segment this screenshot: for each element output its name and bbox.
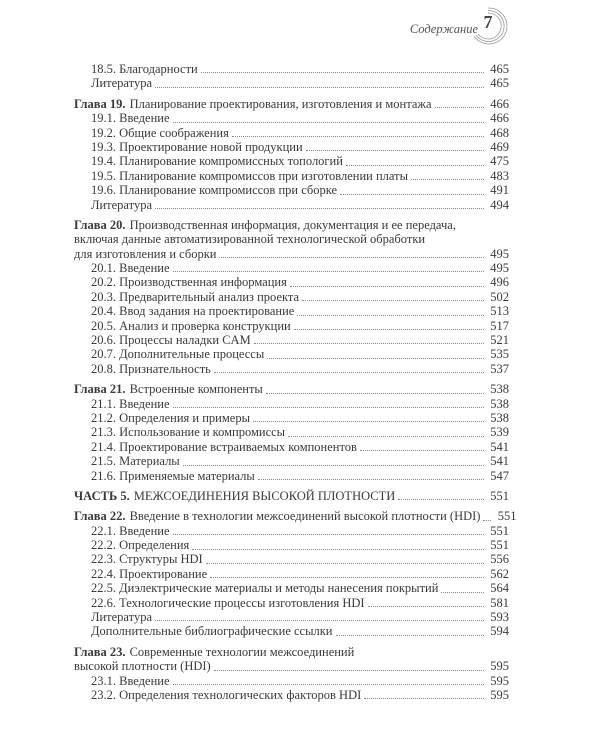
chapter-heading (74, 659, 509, 673)
page-ref: 551 (490, 523, 509, 538)
page-ref: 539 (490, 425, 509, 440)
page-ref: 465 (490, 61, 509, 76)
heading-line: МЕЖСОЕДИНЕНИЯ ВЫСОКОЙ ПЛОТНОСТИ (133, 488, 396, 503)
dot-leader (254, 343, 484, 344)
page-ref: 562 (490, 566, 509, 581)
entry-title: 22.2. Определения (91, 538, 190, 553)
entry-title: 20.1. Введение (91, 261, 170, 276)
entry-title: 20.5. Анализ и проверка конструкции (91, 318, 291, 333)
chapter-group (74, 509, 517, 639)
chapter-label: Глава 22. (74, 509, 126, 524)
heading-text (74, 659, 211, 673)
dot-leader (441, 592, 484, 593)
toc-group (74, 62, 509, 91)
dot-leader (288, 436, 484, 437)
part-heading (74, 489, 509, 503)
dot-leader (173, 407, 484, 408)
toc-entry (74, 62, 509, 76)
heading-line: Современные технологии межсоединений (129, 644, 355, 659)
dot-leader (360, 450, 484, 451)
page-ref: 564 (490, 581, 509, 596)
page-ref: 468 (490, 125, 509, 140)
part-label: ЧАСТЬ 5. (74, 488, 130, 503)
chapter-heading (74, 247, 509, 261)
toc-entry (74, 333, 509, 347)
page-ref: 535 (490, 347, 509, 362)
toc-entry (74, 183, 509, 197)
toc-entry (74, 610, 509, 624)
entry-title: Литература (91, 76, 152, 91)
entry-title: 19.3. Проектирование новой продукции (91, 139, 303, 154)
part-group (74, 489, 509, 503)
entry-title: 19.1. Введение (91, 111, 170, 126)
entry-title: 22.1. Введение (91, 523, 170, 538)
page-ref: 551 (497, 509, 517, 524)
chapter-heading (74, 218, 509, 232)
heading-text (74, 645, 354, 659)
entry-title: 19.4. Планирование компромиссных топологий (91, 154, 343, 169)
toc-entry (74, 362, 509, 376)
page-ref: 581 (490, 595, 509, 610)
heading-text (74, 247, 216, 261)
dot-leader (173, 684, 484, 685)
entry-title: Литература (91, 610, 152, 625)
entry-title: 20.2. Производственная информация (91, 275, 287, 290)
page-ref: 502 (490, 289, 509, 304)
toc-entry (74, 126, 509, 140)
toc-entry (74, 581, 509, 595)
chapter-heading (74, 509, 517, 524)
dot-leader (340, 194, 484, 195)
toc-entry (74, 290, 509, 304)
chapter-heading (74, 645, 509, 659)
dot-leader (411, 179, 484, 180)
page-ref: 538 (490, 410, 509, 425)
page-ref: 495 (490, 246, 509, 261)
toc-entry (74, 596, 509, 610)
heading-line: высокой плотности (HDI) (74, 659, 211, 674)
heading-text (74, 218, 456, 232)
toc-entry (74, 347, 509, 361)
page-ref: 513 (490, 304, 509, 319)
entry-title: 20.3. Предварительный анализ проекта (91, 289, 300, 304)
dot-leader (297, 315, 484, 316)
toc-entry (74, 397, 509, 411)
heading-line: для изготовления и сборки (74, 246, 217, 261)
dot-leader (155, 620, 484, 621)
heading-line: Встроенные компоненты (129, 382, 263, 397)
toc-entry (74, 261, 509, 275)
table-of-contents (74, 61, 517, 702)
toc-entry (74, 76, 509, 90)
page-ref: 556 (490, 552, 509, 567)
toc-entry (74, 275, 509, 289)
toc-entry (74, 624, 509, 638)
running-header-title: Содержание (409, 22, 478, 36)
toc-entry (74, 524, 509, 538)
entry-title: 19.5. Планирование компромиссов при изготовлении платы (91, 168, 408, 183)
chapter-label: Глава 19. (74, 96, 126, 111)
dot-leader (214, 670, 484, 671)
toc-entry (74, 111, 509, 125)
heading-line: включая данные автоматизированной технологической обработки (74, 232, 426, 247)
toc-entry (74, 469, 509, 483)
entry-title: Литература (91, 197, 152, 212)
entry-title: 21.5. Материалы (91, 454, 180, 469)
dot-leader (306, 150, 484, 151)
toc-entry (74, 304, 509, 318)
dot-leader (155, 87, 484, 88)
page-ref: 541 (490, 439, 509, 454)
entry-title: 21.2. Определения и примеры (91, 410, 250, 425)
toc-entry (74, 169, 509, 183)
entry-title: 20.7. Дополнительные процессы (91, 347, 265, 362)
page-ref: 496 (490, 275, 509, 290)
entry-title: 22.4. Проектирование (91, 566, 208, 581)
dot-leader (210, 577, 484, 578)
page-ref: 538 (490, 396, 509, 411)
page-ref: 537 (490, 361, 509, 376)
dot-leader (201, 72, 484, 73)
entry-title: 21.3. Использование и компромиссы (91, 425, 286, 440)
dot-leader (294, 329, 484, 330)
dot-leader (258, 479, 484, 480)
entry-title: 21.1. Введение (91, 396, 170, 411)
toc-entry (74, 440, 509, 454)
toc-entry (74, 553, 509, 567)
page-ref: 595 (490, 659, 509, 674)
page-ref: 491 (490, 183, 509, 198)
page-number: 7 (483, 12, 493, 32)
chapter-group (74, 645, 509, 703)
toc-entry (74, 319, 509, 333)
dot-leader (368, 606, 484, 607)
page-ref: 494 (490, 197, 509, 212)
entry-title: 19.6. Планирование компромиссов при сборке (91, 183, 338, 198)
chapter-group (74, 97, 509, 212)
page-ref: 495 (490, 261, 509, 276)
dot-leader (232, 136, 484, 137)
dot-leader (155, 208, 484, 209)
dot-leader (302, 300, 484, 301)
chapter-label: Глава 23. (74, 644, 126, 659)
page-ref: 517 (490, 318, 509, 333)
chapter-group (74, 218, 509, 376)
page-ref: 541 (490, 454, 509, 469)
page-ref: 595 (490, 688, 509, 702)
entry-title: 20.6. Процессы наладки CAM (91, 333, 251, 348)
page-ref: 547 (490, 468, 509, 483)
page-ref: 538 (490, 382, 509, 397)
entry-title: 22.6. Технологические процессы изготовления HDI (91, 595, 365, 610)
entry-title: 22.5. Диэлектрические материалы и методы нанесения покрытий (91, 581, 439, 596)
chapter-heading (74, 382, 509, 396)
dot-leader (435, 107, 484, 108)
dot-leader (173, 122, 484, 123)
heading-line: Производственная информация, документация и ее передача, (129, 217, 456, 232)
dot-leader (290, 286, 484, 287)
page-ref: 593 (490, 610, 509, 625)
dot-leader (398, 499, 484, 500)
toc-entry (74, 198, 509, 212)
dot-leader (192, 549, 484, 550)
heading-text (74, 489, 395, 503)
dot-leader (219, 257, 484, 258)
heading-text (74, 509, 480, 523)
page-ref: 465 (490, 76, 509, 91)
heading-text (74, 232, 425, 246)
page-ref: 483 (490, 168, 509, 183)
entry-title: 21.6. Применяемые материалы (91, 468, 255, 483)
toc-entry (74, 425, 509, 439)
page-ref: 551 (490, 488, 509, 503)
heading-text (74, 97, 432, 111)
dot-leader (364, 698, 484, 699)
chapter-label: Глава 21. (74, 382, 126, 397)
toc-entry (74, 538, 509, 552)
page-ref: 521 (490, 333, 509, 348)
dot-leader (336, 635, 485, 636)
toc-entry (74, 674, 509, 688)
page-ref: 469 (490, 139, 509, 154)
dot-leader (346, 165, 484, 166)
page-ref: 466 (490, 111, 509, 126)
chapter-label: Глава 20. (74, 217, 126, 232)
toc-entry (74, 454, 509, 468)
page-ref: 595 (490, 673, 509, 688)
heading-line: Планирование проектирования, изготовления и монтажа (129, 96, 432, 111)
chapter-heading (74, 232, 509, 246)
chapter-group (74, 382, 509, 483)
toc-entry (74, 411, 509, 425)
dot-leader (267, 358, 484, 359)
entry-title: 20.8. Признательность (91, 361, 211, 376)
entry-title: 23.1. Введение (91, 673, 170, 688)
heading-line: Введение в технологии межсоединений высокой плотности (HDI) (129, 509, 481, 524)
dot-leader (206, 563, 484, 564)
page-ref: 551 (490, 538, 509, 553)
entry-title: 23.2. Определения технологических факторов HDI (91, 688, 362, 702)
entry-title: Дополнительные библиографические ссылки (91, 624, 333, 639)
dot-leader (483, 520, 491, 521)
dot-leader (253, 421, 484, 422)
toc-entry (74, 154, 509, 168)
chapter-heading (74, 97, 509, 111)
entry-title: 21.4. Проектирование встраиваемых компонентов (91, 439, 357, 454)
entry-title: 19.2. Общие соображения (91, 125, 229, 140)
entry-title: 20.4. Ввод задания на проектирование (91, 304, 295, 319)
dot-leader (173, 534, 484, 535)
entry-title: 22.3. Структуры HDI (91, 552, 203, 567)
dot-leader (173, 271, 484, 272)
dot-leader (266, 393, 484, 394)
heading-text (74, 382, 263, 396)
toc-entry (74, 567, 509, 581)
toc-entry (74, 140, 509, 154)
page-ref: 475 (490, 154, 509, 169)
entry-title: 18.5. Благодарности (91, 61, 198, 76)
dot-leader (183, 465, 484, 466)
dot-leader (214, 372, 484, 373)
toc-entry (74, 688, 509, 702)
page-ref: 594 (490, 624, 509, 639)
page-ref: 466 (490, 96, 509, 111)
